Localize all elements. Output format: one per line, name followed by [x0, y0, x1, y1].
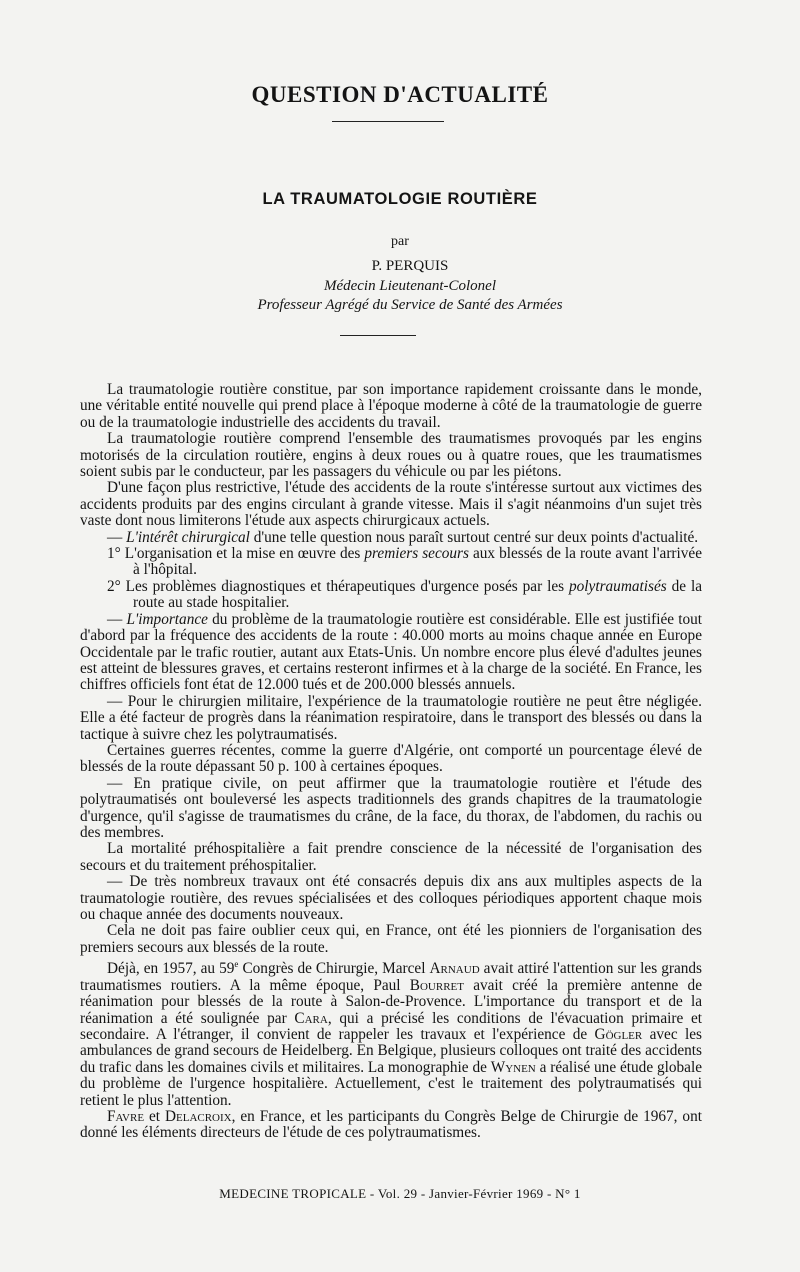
article-body	[80, 382, 702, 1142]
byline-divider	[340, 335, 416, 336]
article-title: LA TRAUMATOLOGIE ROUTIÈRE	[262, 190, 538, 208]
paragraph: La traumatologie routière comprend l'ensemble des traumatismes provoqués par les engins motorisés de la circulation routière, engins à deux roues ou à quatre roues, que les traumatismes soient subis par le conducteur, par les passagers du véhicule ou par les piétons.	[80, 430, 702, 481]
author-rank: Médecin Lieutenant-Colonel	[323, 278, 497, 294]
paragraph: D'une façon plus restrictive, l'étude des accidents de la route s'intéresse surtout aux victimes des accidents produits par des engins circulant à grande vitesse. Mais il s'agit néanmoins d'un sujet très vaste dont nous limiterons l'étude aux aspects chirurgicaux actuels.	[80, 479, 702, 530]
paragraph: — De très nombreux travaux ont été consacrés depuis dix ans aux multiples aspects de la traumatologie routière, des revues spécialisées et des colloques périodiques apportent chaque mois ou chaque année des documents nouveaux.	[80, 873, 702, 923]
list-item: 2° Les problèmes diagnostiques et thérapeutiques d'urgence posés par les polytraumatisés de la route au stade hospitalier.	[107, 577, 702, 612]
paragraph: La mortalité préhospitalière a fait prendre conscience de la nécessité de l'organisation des secours et du traitement préhospitalier.	[80, 840, 702, 874]
journal-footer: MEDECINE TROPICALE - Vol. 29 - Janvier-Février 1969 - N° 1	[219, 1186, 581, 1201]
paragraph: — L'intérêt chirurgical d'une telle question nous paraît surtout centré sur deux points d'actualité.	[107, 528, 699, 546]
paragraph: — L'importance du problème de la traumatologie routière est considérable. Elle est justifiée tout d'abord par la fréquence des accidents de la route : 40.000 morts au moins chaque année en Europe Occidentale par le trafic routier, autant aux Etats-Unis. Un nombre encore plus élevé d'adultes jeunes est atteint de blessures graves, et certains resteront infirmes et à la charge de la société. En France, les chiffres officiels font état de 12.000 tués et de 200.000 blessés annuels.	[80, 610, 702, 694]
paragraph: Certaines guerres récentes, comme la guerre d'Algérie, ont comporté un pourcentage élevé de blessés de la route dépassant 50 p. 100 à certaines époques.	[80, 741, 702, 776]
byline-par: par	[391, 234, 409, 249]
paragraph: — En pratique civile, on peut affirmer que la traumatologie routière et l'étude des polytraumatisés ont bouleversé les aspects traditionnels des grands chapitres de la traumatologie d'urgence, qu'il s'agisse de traumatismes du crâne, de la face, du thorax, de l'abdomen, du rachis ou des membres.	[80, 774, 702, 841]
paragraph: Cela ne doit pas faire oublier ceux qui, en France, ont été les pionniers de l'organisation des premiers secours aux blessés de la route.	[80, 922, 702, 956]
paragraph: Déjà, en 1957, au 59e Congrès de Chirurgie, Marcel Arnaud avait attiré l'attention sur les grands traumatismes routiers. A la même époque, Paul Bourret avait créé la première antenne de réanimation pour blessés de la route à Salon-de-Provence. L'importance du transport et de la réanimation a été soulignée par Cara, qui a précisé les conditions de l'évacuation primaire et secondaire. A l'étranger, il convient de rappeler les travaux et l'expérience de Gögler avec les ambulances de grand secours de Heidelberg. En Belgique, plusieurs colloques ont traité des accidents du trafic dans les domaines civils et militaires. La monographie de Wynen a réalisé une étude globale du problème de l'urgence hospitalière. Actuellement, c'est le traitement des polytraumatisés qui retient le plus l'attention.	[80, 959, 703, 1109]
author-name: P. PERQUIS	[371, 258, 449, 274]
section-title: QUESTION D'ACTUALITÉ	[251, 82, 549, 107]
author-position: Professeur Agrégé du Service de Santé des Armées	[257, 297, 563, 313]
list-item: 1° L'organisation et la mise en œuvre des premiers secours aux blessés de la route avant l'arrivée à l'hôpital.	[107, 545, 703, 579]
paragraph: — Pour le chirurgien militaire, l'expérience de la traumatologie routière ne peut être négligée. Elle a été facteur de progrès dans la réanimation respiratoire, dans le transport des blessés ou dans la tactique à suivre chez les polytraumatisés.	[80, 692, 702, 743]
title-divider	[332, 121, 444, 122]
paragraph: La traumatologie routière constitue, par son importance rapidement croissante dans le monde, une véritable entité nouvelle qui prend place à l'époque moderne à côté de la traumatologie de guerre ou de la traumatologie industrielle des accidents du travail.	[80, 381, 702, 431]
paragraph: Favre et Delacroix, en France, et les participants du Congrès Belge de Chirurgie de 1967, ont donné les éléments directeurs de l'étude de ces polytraumatismes.	[80, 1107, 702, 1142]
